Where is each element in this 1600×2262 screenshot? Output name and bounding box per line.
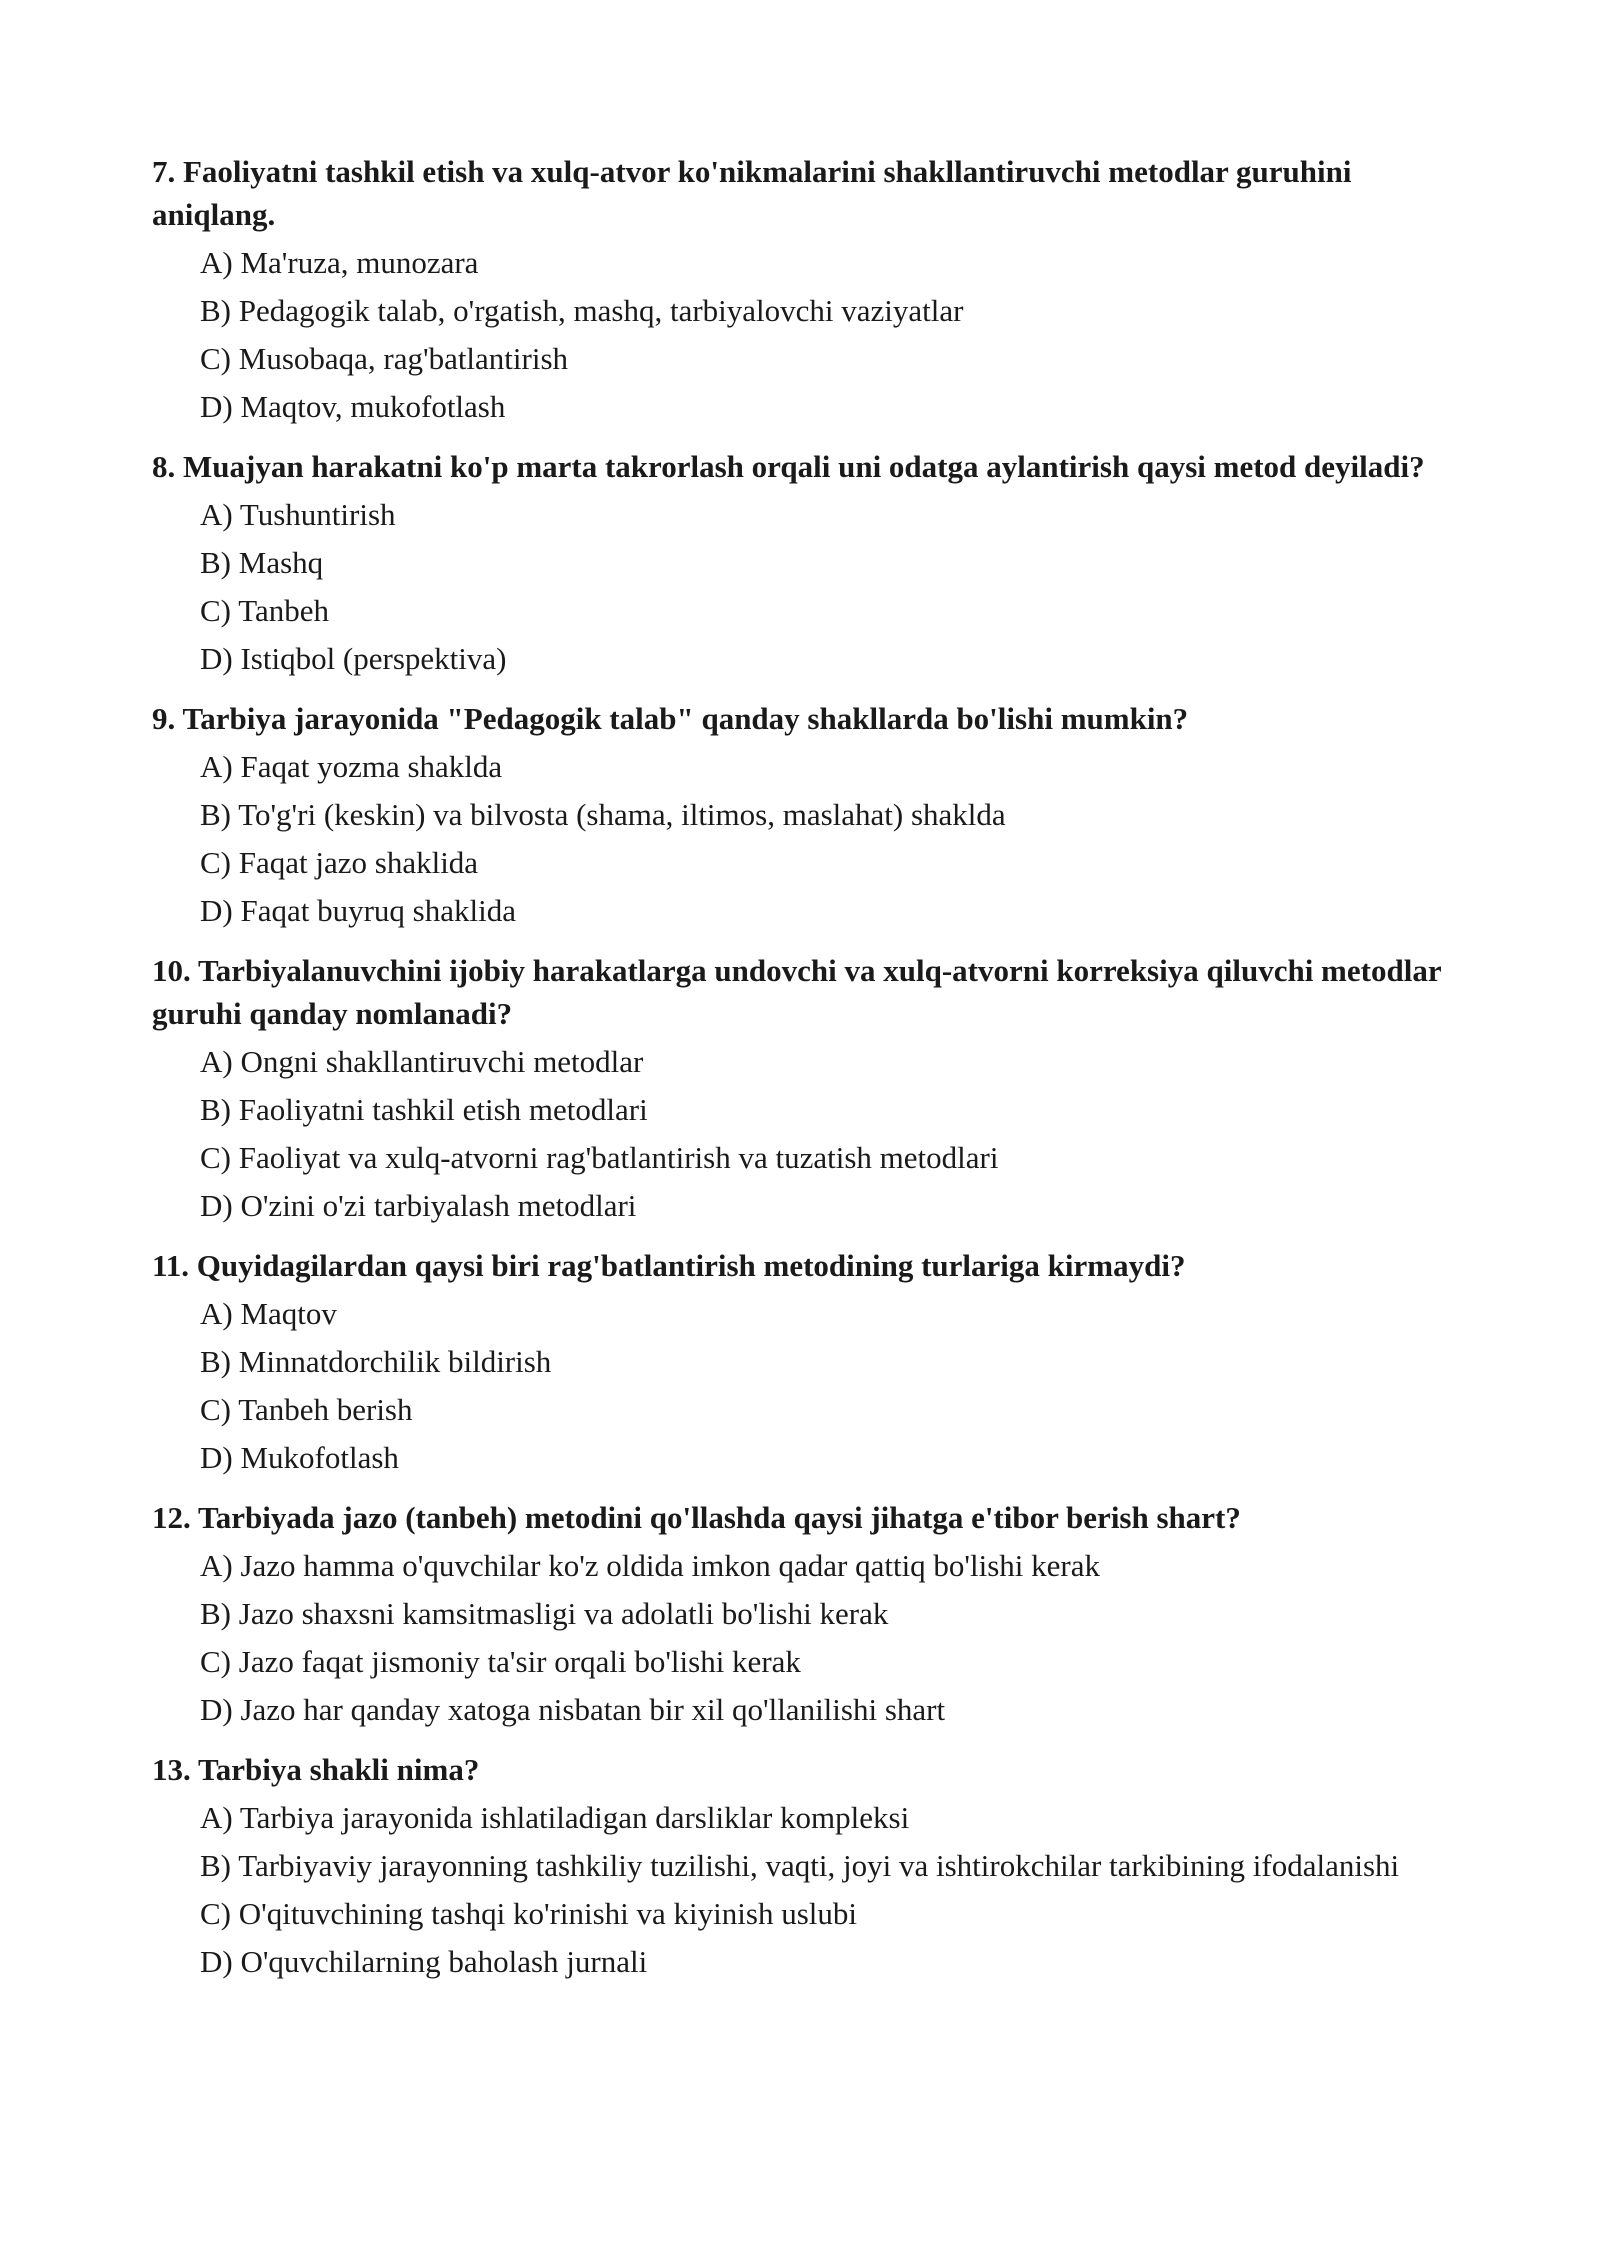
question-11 bbox=[152, 1244, 1442, 1479]
option-d: D) Istiqbol (perspektiva) bbox=[200, 641, 507, 676]
question-text: 7. Faoliyatni tashkil etish va xulq-atvor ko'nikmalarini shakllantiruvchi metodlar guruhini aniqlang. bbox=[152, 154, 1352, 232]
option-list bbox=[152, 493, 1442, 680]
question-text: 9. Tarbiya jarayonida "Pedagogik talab" qanday shakllarda bo'lishi mumkin? bbox=[152, 701, 1189, 736]
option-b: B) Mashq bbox=[200, 545, 324, 580]
question-text: 8. Muajyan harakatni ko'p marta takrorlash orqali uni odatga aylantirish qaysi metod deyiladi? bbox=[152, 449, 1425, 484]
option-d: D) Faqat buyruq shaklida bbox=[200, 893, 516, 928]
option-d: D) O'zini o'zi tarbiyalash metodlari bbox=[200, 1188, 637, 1223]
option-c: C) O'qituvchining tashqi ko'rinishi va kiyinish uslubi bbox=[200, 1896, 857, 1931]
document-page bbox=[152, 150, 1442, 2000]
option-list bbox=[152, 241, 1442, 428]
option-b: B) Faoliyatni tashkil etish metodlari bbox=[200, 1092, 648, 1127]
option-b: B) Jazo shaxsni kamsitmasligi va adolatli bo'lishi kerak bbox=[200, 1596, 889, 1631]
question-9 bbox=[152, 697, 1442, 932]
option-c: C) Jazo faqat jismoniy ta'sir orqali bo'lishi kerak bbox=[200, 1644, 801, 1679]
option-c: C) Faoliyat va xulq-atvorni rag'batlantirish va tuzatish metodlari bbox=[200, 1140, 999, 1175]
option-c: C) Faqat jazo shaklida bbox=[200, 845, 479, 880]
question-10 bbox=[152, 949, 1442, 1227]
question-12 bbox=[152, 1496, 1442, 1731]
option-c: C) Tanbeh berish bbox=[200, 1392, 413, 1427]
option-b: B) Tarbiyaviy jarayonning tashkiliy tuzilishi, vaqti, joyi va ishtirokchilar tarkibining ifodalanishi bbox=[200, 1848, 1400, 1883]
option-list bbox=[152, 745, 1442, 932]
option-c: C) Musobaqa, rag'batlantirish bbox=[200, 341, 569, 376]
option-list bbox=[152, 1544, 1442, 1731]
option-b: B) Pedagogik talab, o'rgatish, mashq, tarbiyalovchi vaziyatlar bbox=[200, 293, 964, 328]
question-8 bbox=[152, 445, 1442, 680]
question-13 bbox=[152, 1748, 1442, 1983]
question-text: 13. Tarbiya shakli nima? bbox=[152, 1752, 480, 1787]
option-a: A) Faqat yozma shaklda bbox=[200, 749, 503, 784]
question-7 bbox=[152, 150, 1442, 428]
option-list bbox=[152, 1292, 1442, 1479]
option-d: D) Jazo har qanday xatoga nisbatan bir xil qo'llanilishi shart bbox=[200, 1692, 946, 1727]
question-text: 11. Quyidagilardan qaysi biri rag'batlantirish metodining turlariga kirmaydi? bbox=[152, 1248, 1186, 1283]
option-d: D) O'quvchilarning baholash jurnali bbox=[200, 1944, 648, 1979]
option-a: A) Maqtov bbox=[200, 1296, 337, 1331]
question-text: 12. Tarbiyada jazo (tanbeh) metodini qo'llashda qaysi jihatga e'tibor berish shart? bbox=[152, 1500, 1241, 1535]
option-a: A) Ongni shakllantiruvchi metodlar bbox=[200, 1044, 644, 1079]
option-list bbox=[152, 1040, 1442, 1227]
option-list bbox=[152, 1796, 1442, 1983]
option-a: A) Jazo hamma o'quvchilar ko'z oldida imkon qadar qattiq bo'lishi kerak bbox=[200, 1548, 1101, 1583]
option-b: B) To'g'ri (keskin) va bilvosta (shama, iltimos, maslahat) shaklda bbox=[200, 797, 1006, 832]
option-d: D) Maqtov, mukofotlash bbox=[200, 389, 506, 424]
option-a: A) Ma'ruza, munozara bbox=[200, 245, 479, 280]
option-d: D) Mukofotlash bbox=[200, 1440, 399, 1475]
option-b: B) Minnatdorchilik bildirish bbox=[200, 1344, 552, 1379]
option-a: A) Tushuntirish bbox=[200, 497, 396, 532]
option-a: A) Tarbiya jarayonida ishlatiladigan darsliklar kompleksi bbox=[200, 1800, 910, 1835]
question-text: 10. Tarbiyalanuvchini ijobiy harakatlarga undovchi va xulq-atvorni korreksiya qiluvchi metodlar guruhi qanday nomlanadi? bbox=[152, 953, 1442, 1031]
option-c: C) Tanbeh bbox=[200, 593, 329, 628]
